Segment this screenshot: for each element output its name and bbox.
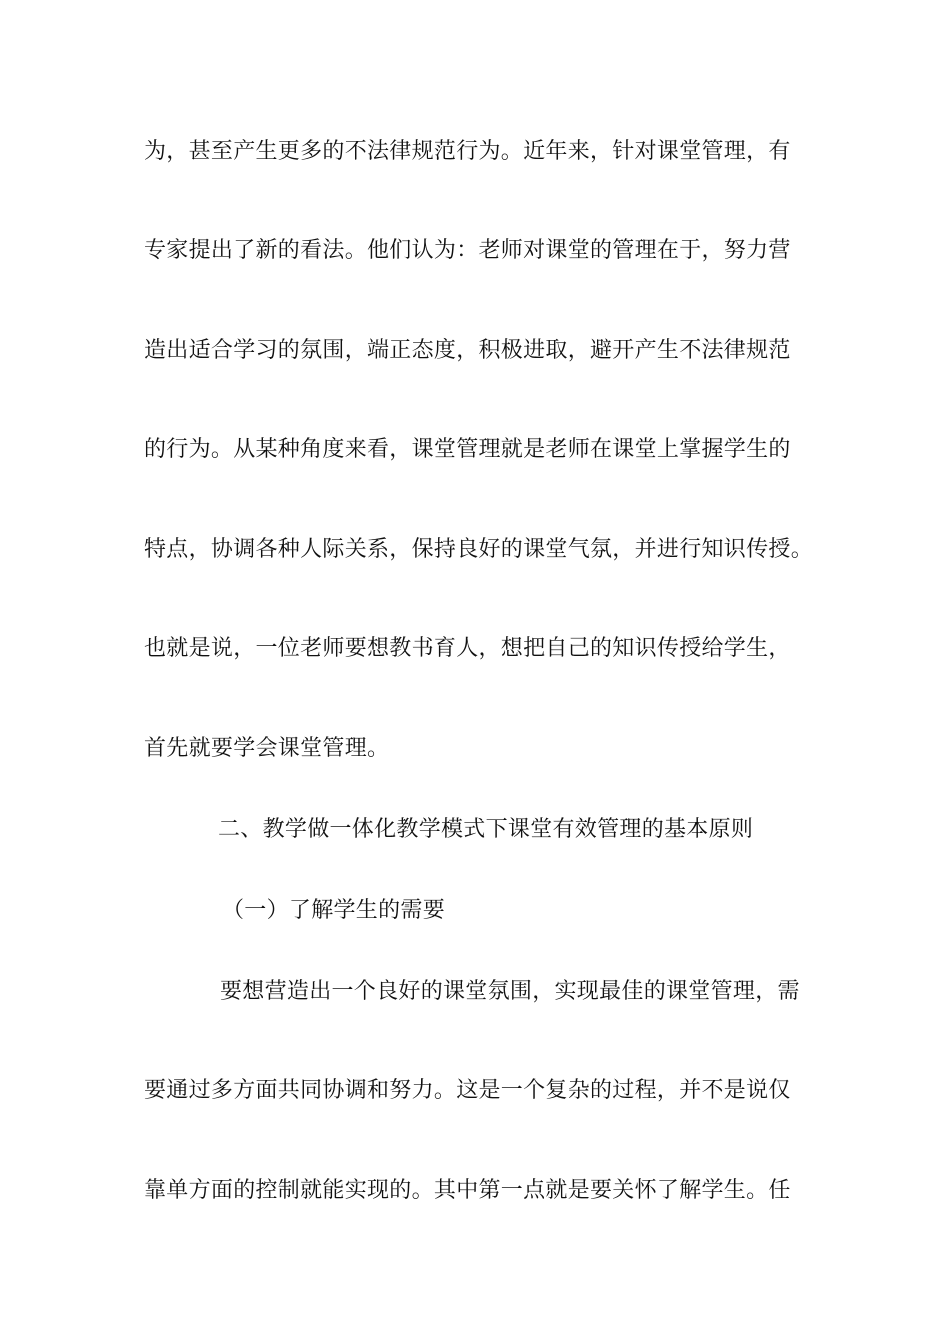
paragraph-line: 专家提出了新的看法。他们认为：老师对课堂的管理在于，努力营	[144, 238, 791, 263]
paragraph-line: 也就是说，一位老师要想教书育人，想把自己的知识传授给学生，	[144, 636, 791, 661]
paragraph-line: 造出适合学习的氛围，端正态度，积极进取，避开产生不法律规范	[144, 338, 791, 363]
paragraph-line: 首先就要学会课堂管理。	[144, 736, 390, 761]
paragraph-line: 为，甚至产生更多的不法律规范行为。近年来，针对课堂管理，有	[144, 139, 791, 164]
paragraph-line: 的行为。从某种角度来看，课堂管理就是老师在课堂上掌握学生的	[144, 437, 791, 462]
paragraph-line: 要通过多方面共同协调和努力。这是一个复杂的过程，并不是说仅	[144, 1078, 791, 1103]
sub-heading: （一）了解学生的需要	[222, 898, 446, 923]
paragraph-line: 要想营造出一个良好的课堂氛围，实现最佳的课堂管理，需	[220, 979, 800, 1004]
paragraph-line: 靠单方面的控制就能实现的。其中第一点就是要关怀了解学生。任	[144, 1178, 791, 1203]
section-heading: 二、教学做一体化教学模式下课堂有效管理的基本原则	[218, 817, 754, 842]
paragraph-line: 特点，协调各种人际关系，保持良好的课堂气氛，并进行知识传授。	[144, 537, 814, 562]
